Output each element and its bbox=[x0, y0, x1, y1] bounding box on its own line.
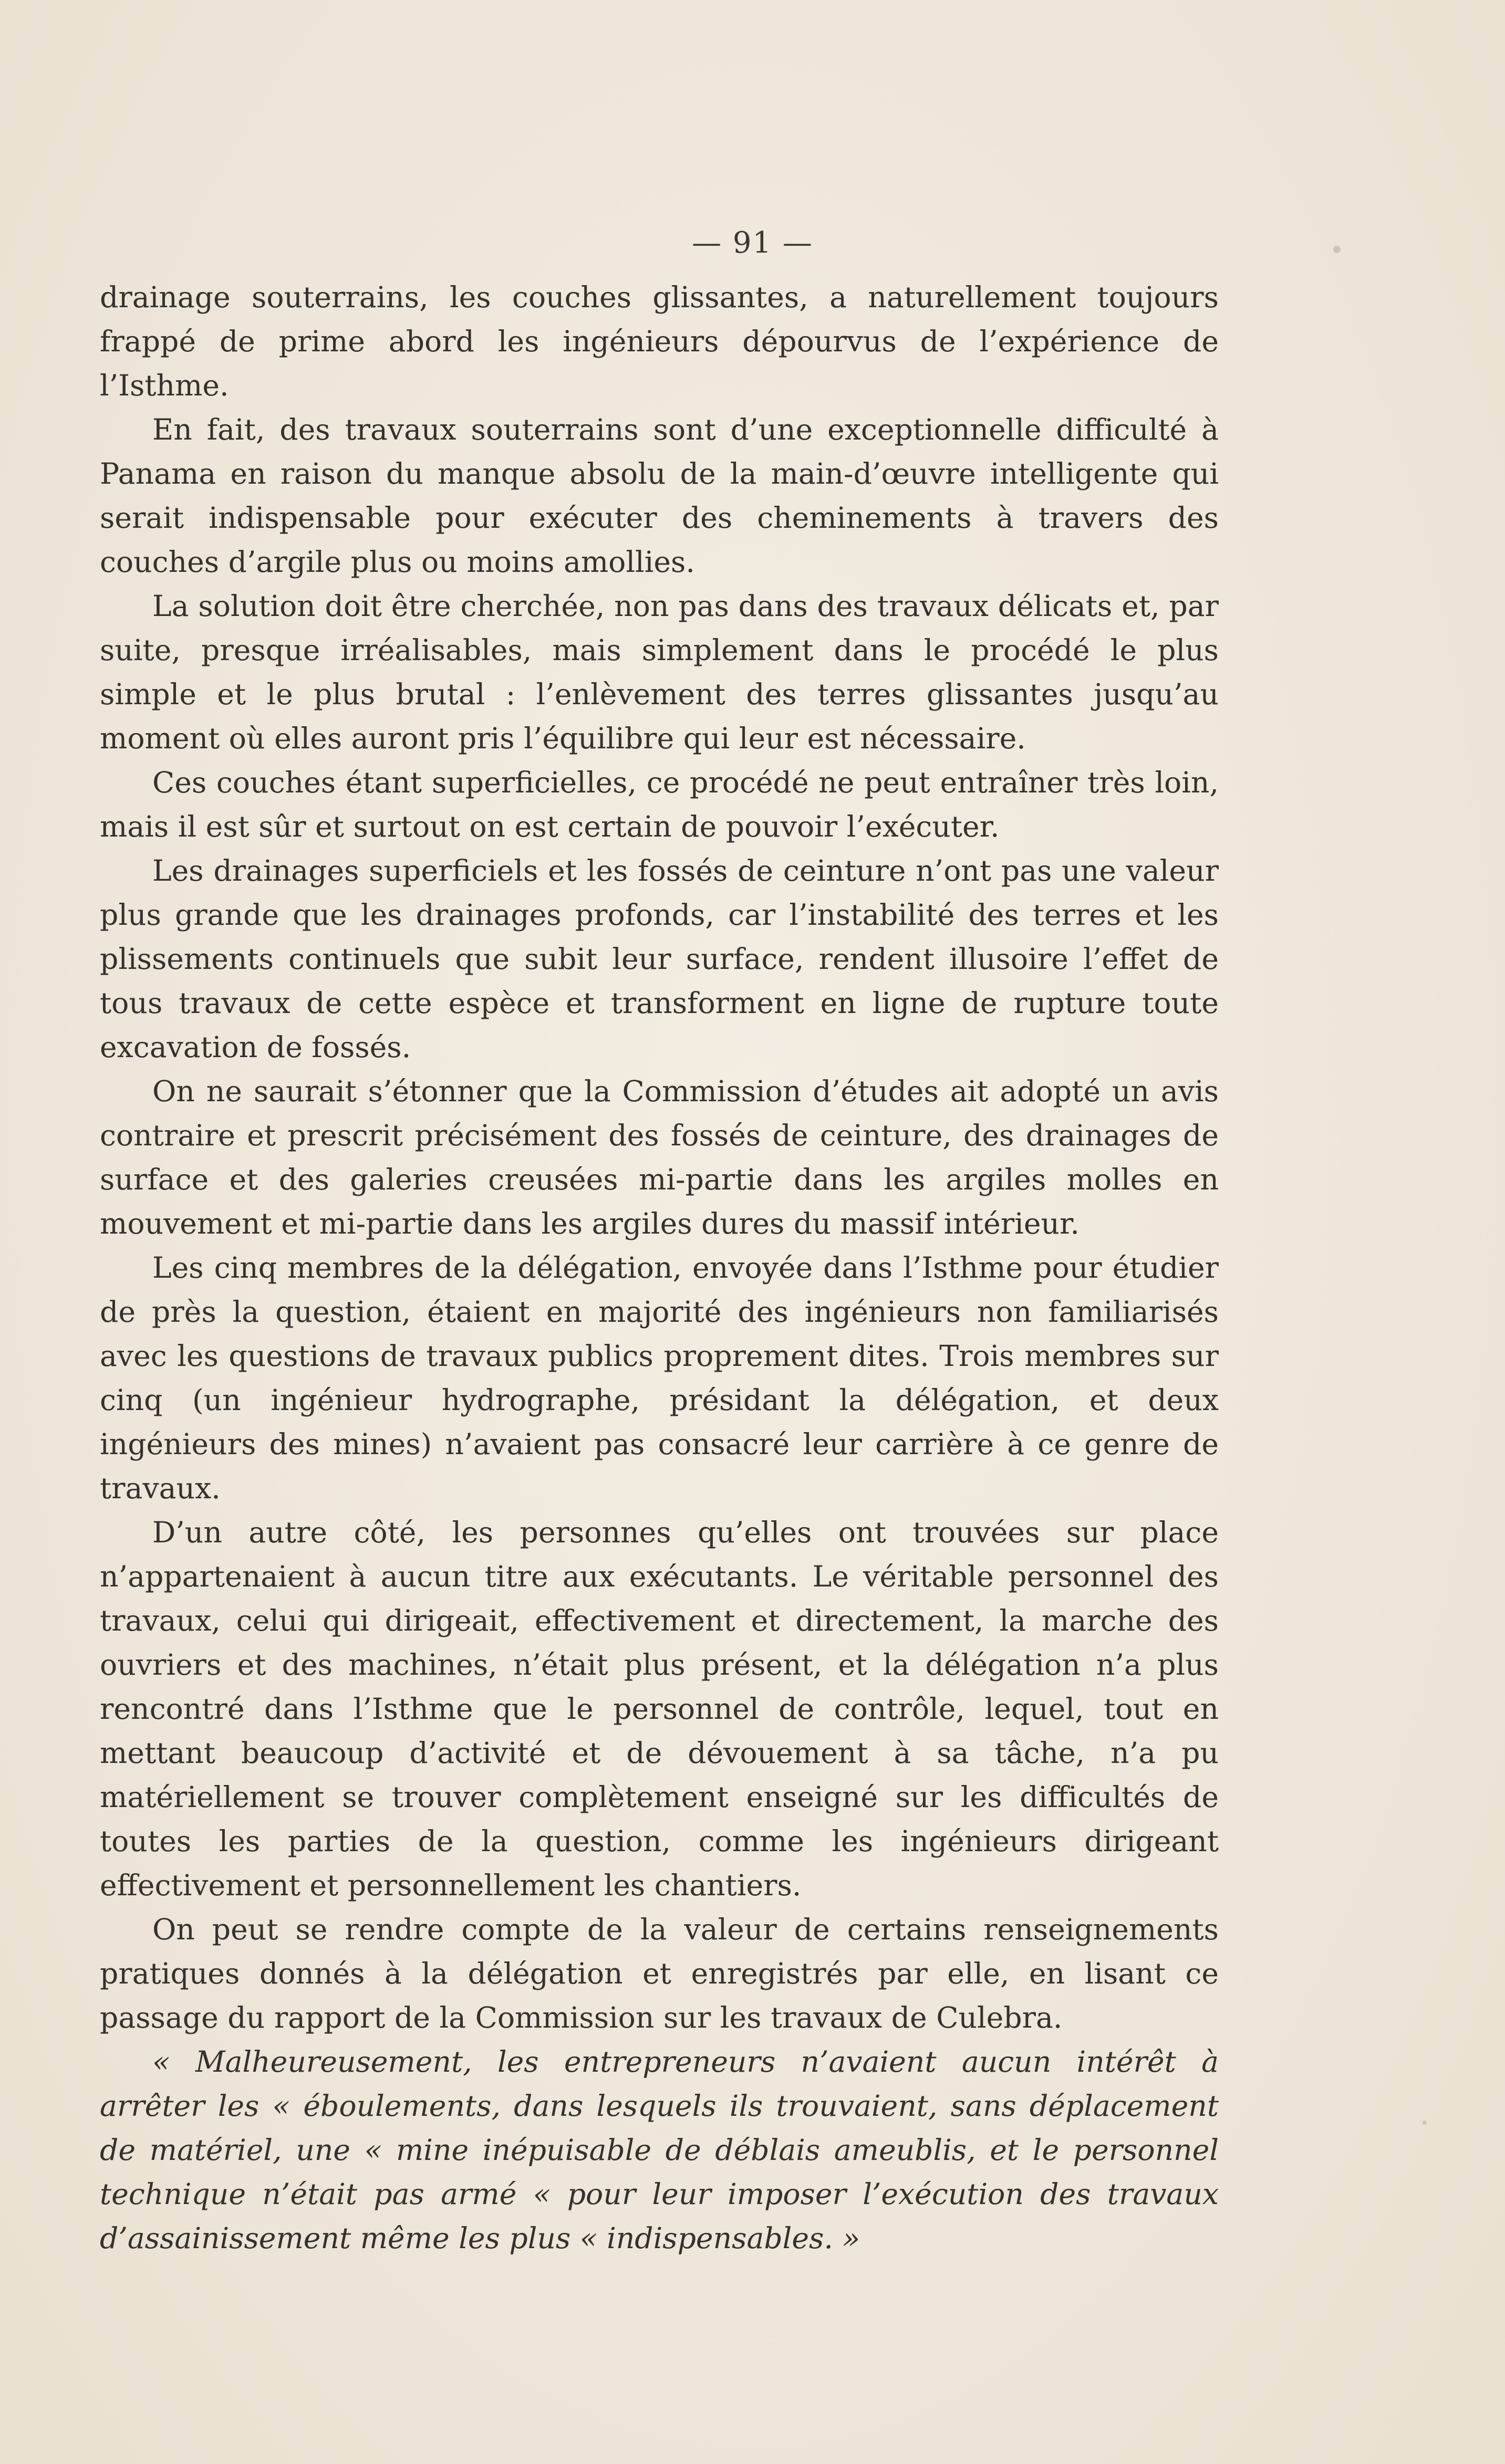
body-text bbox=[100, 276, 1219, 2261]
paragraph: drainage souterrains, les couches glissantes, a naturellement toujours frappé de prime abord les ingénieurs dépourvus de l’expérience de l’Isthme. bbox=[100, 281, 1219, 403]
paragraph: Les cinq membres de la délégation, envoyée dans l’Isthme pour étudier de près la question, étaient en majorité des ingénieurs non familiarisés avec les questions de travaux publics proprement dites. Trois membres sur cinq (un ingénieur hydrographe, présidant la délégation, et deux ingénieurs des mines) n’avaient pas consacré leur carrière à ce genre de travaux. bbox=[100, 1251, 1219, 1506]
paragraph: Les drainages superficiels et les fossés de ceinture n’ont pas une valeur plus grande que les drainages profonds, car l’instabilité des terres et les plissements continuels que subit leur surface, rendent illusoire l’effet de tous travaux de cette espèce et transforment en ligne de rupture toute excavation de fossés. bbox=[100, 854, 1219, 1064]
paper-speck bbox=[1423, 2121, 1427, 2125]
quotation: « Malheureusement, les entrepreneurs n’avaient aucun intérêt à arrêter les « éboulements, dans lesquels ils trouvaient, sans déplacement de matériel, une « mine inépuisable de déblais ameublis, et le personnel technique n’était pas armé « pour leur imposer l’exécution des travaux d’assainissement même les plus « indispensables. » bbox=[100, 2045, 1219, 2256]
paragraph: D’un autre côté, les personnes qu’elles ont trouvées sur place n’appartenaient à aucun titre aux exécutants. Le véritable personnel des travaux, celui qui dirigeait, effectivement et directement, la marche des ouvriers et des machines, n’était plus présent, et la délégation n’a plus rencontré dans l’Isthme que le personnel de contrôle, lequel, tout en mettant beaucoup d’activité et de dévouement à sa tâche, n’a pu matériellement se trouver complètement enseigné sur les difficultés de toutes les parties de la question, comme les ingénieurs dirigeant effectivement et personnellement les chantiers. bbox=[100, 1516, 1219, 1903]
paragraph: On peut se rendre compte de la valeur de certains renseignements pratiques donnés à la délégation et enregistrés par elle, en lisant ce passage du rapport de la Commission sur les travaux de Culebra. bbox=[100, 1913, 1219, 2035]
paragraph: En fait, des travaux souterrains sont d’une exceptionnelle difficulté à Panama en raison du manque absolu de la main-d’œuvre intelligente qui serait indispensable pour exécuter des cheminements à travers des couches d’argile plus ou moins amollies. bbox=[100, 413, 1219, 579]
paragraph: On ne saurait s’étonner que la Commission d’études ait adopté un avis contraire et prescrit précisément des fossés de ceinture, des drainages de surface et des galeries creusées mi-partie dans les argiles molles en mouvement et mi-partie dans les argiles dures du massif intérieur. bbox=[100, 1075, 1219, 1241]
page-number: — 91 — bbox=[692, 226, 813, 260]
paragraph: La solution doit être cherchée, non pas dans des travaux délicats et, par suite, presque irréalisables, mais simplement dans le procédé le plus simple et le plus brutal : l’enlèvement des terres glissantes jusqu’au moment où elles auront pris l’équilibre qui leur est nécessaire. bbox=[100, 590, 1219, 756]
paragraph: Ces couches étant superficielles, ce procédé ne peut entraîner très loin, mais il est sûr et surtout on est certain de pouvoir l’exécuter. bbox=[100, 766, 1219, 844]
